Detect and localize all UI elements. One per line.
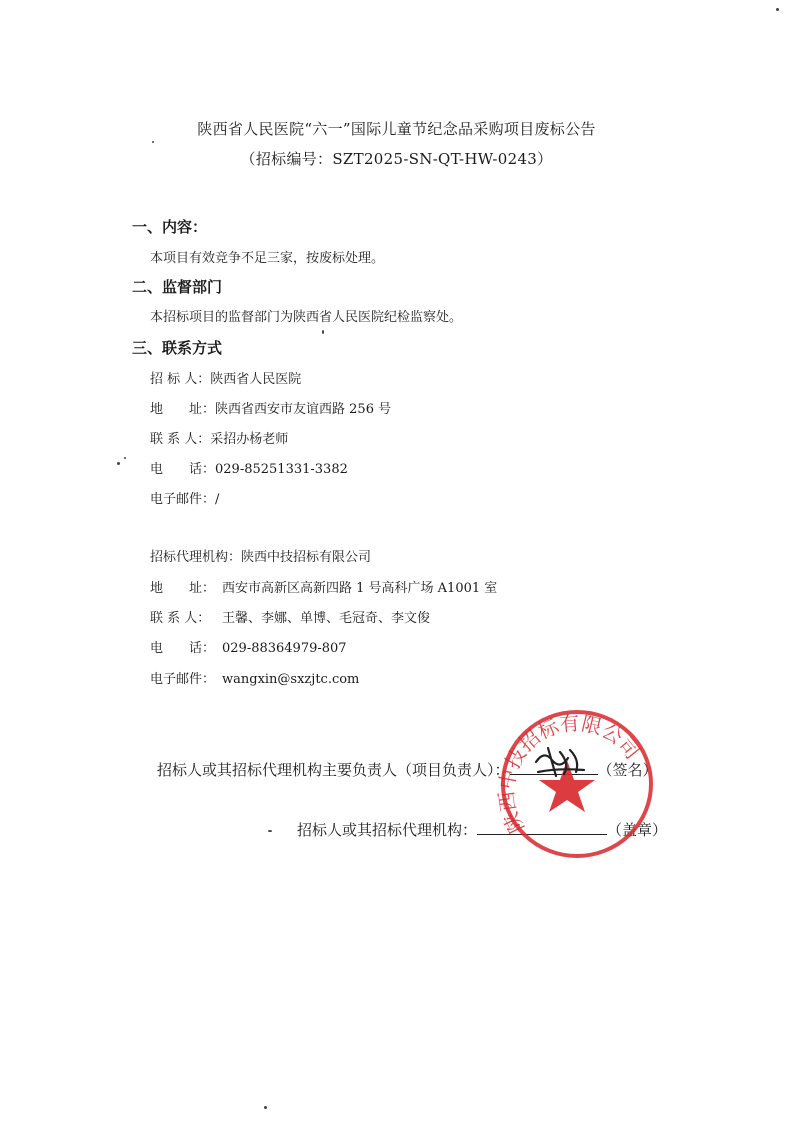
- agency-name: 陕西中技招标有限公司: [241, 550, 372, 565]
- purchaser-contact-label: 联 系 人：: [150, 432, 211, 447]
- scan-speck: [152, 141, 154, 143]
- agency-address: 西安市高新区高新四路 1 号高科广场 A1001 室: [222, 581, 498, 596]
- section-heading-supervision: 二、监督部门: [132, 278, 223, 296]
- section-heading-contact: 三、联系方式: [132, 339, 223, 357]
- purchaser-email: /: [215, 492, 220, 507]
- agency-email: wangxin@sxzjtc.com: [222, 672, 360, 687]
- scan-speck: [776, 8, 779, 11]
- handwritten-signature: [530, 742, 590, 782]
- section-body-content: 本项目有效竞争不足三家，按废标处理。: [150, 251, 385, 266]
- signature-person-label: 招标人或其招标代理机构主要负责人（项目负责人）：: [157, 761, 510, 779]
- scan-speck: [264, 1106, 267, 1109]
- agency-phone: 029-88364979-807: [222, 641, 347, 656]
- agency-contact-label: 联 系 人：: [150, 611, 211, 626]
- purchaser-address: 陕西省西安市友谊西路 256 号: [215, 402, 392, 417]
- scan-speck: [268, 830, 272, 832]
- purchaser-address-label: 地 址：: [150, 402, 216, 417]
- signature-org-label: 招标人或其招标代理机构：: [297, 821, 478, 839]
- purchaser-name: 陕西省人民医院: [210, 372, 302, 387]
- signature-org-suffix: （盖章）: [607, 821, 668, 839]
- purchaser-contact-row: [150, 428, 288, 447]
- agency-name-label: 招标代理机构：: [150, 550, 242, 565]
- seal-text: 陕西中技招标有限公司: [494, 710, 645, 837]
- purchaser-name-label: 招 标 人：: [150, 372, 211, 387]
- purchaser-email-label: 电子邮件：: [150, 492, 216, 507]
- purchaser-phone: 029-85251331-3382: [215, 462, 348, 477]
- agency-address-row: [150, 577, 497, 596]
- agency-email-row: [150, 668, 359, 687]
- section-body-supervision: 本招标项目的监督部门为陕西省人民医院纪检监察处。: [150, 310, 463, 325]
- agency-email-label: 电子邮件：: [150, 672, 216, 687]
- agency-phone-row: [150, 637, 347, 656]
- agency-contact-row: [150, 607, 430, 626]
- purchaser-address-row: [150, 398, 391, 417]
- agency-phone-label: 电 话：: [150, 641, 216, 656]
- purchaser-email-row: [150, 488, 219, 507]
- section-heading-content: 一、内容：: [132, 218, 208, 236]
- agency-address-label: 地 址：: [150, 581, 216, 596]
- purchaser-phone-row: [150, 458, 348, 477]
- purchaser-phone-label: 电 话：: [150, 462, 216, 477]
- agency-name-row: [150, 546, 371, 565]
- signature-person-suffix: （签名）: [597, 761, 658, 779]
- document-subtitle: （招标编号：SZT2025-SN-QT-HW-0243）: [240, 150, 553, 168]
- purchaser-contact: 采招办杨老师: [210, 432, 289, 447]
- scan-speck: [322, 330, 324, 334]
- agency-contact: 王馨、李娜、单博、毛冠奇、李文俊: [222, 611, 431, 626]
- document-title: 陕西省人民医院“六一”国际儿童节纪念品采购项目废标公告: [197, 120, 596, 138]
- purchaser-name-row: [150, 368, 301, 387]
- scan-speck: [117, 462, 120, 465]
- scan-speck: [124, 457, 126, 459]
